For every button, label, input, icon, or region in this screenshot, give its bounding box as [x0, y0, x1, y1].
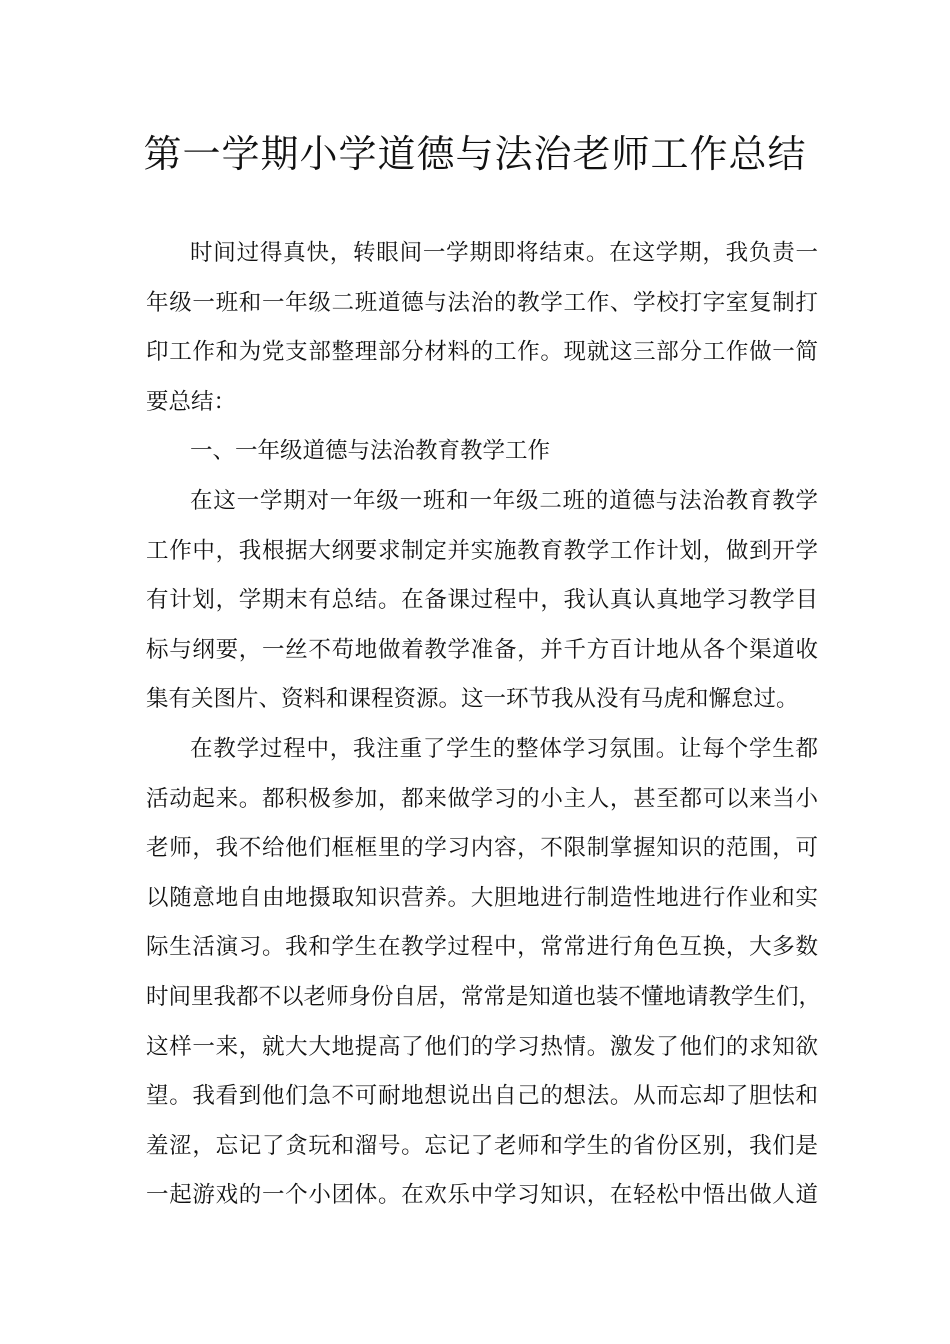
paragraph-line: 羞涩，忘记了贪玩和溜号。忘记了老师和学生的省份区别，我们是	[146, 1132, 818, 1159]
paragraph-line: 老师，我不给他们框框里的学习内容，不限制掌握知识的范围，可	[146, 835, 818, 862]
paragraph-line: 集有关图片、资料和课程资源。这一环节我从没有马虎和懈怠过。	[146, 686, 799, 713]
paragraph-line: 在这一学期对一年级一班和一年级二班的道德与法治教育教学	[190, 487, 818, 514]
document-title: 第一学期小学道德与法治老师工作总结	[143, 132, 807, 176]
paragraph-line: 际生活演习。我和学生在教学过程中，常常进行角色互换，大多数	[146, 934, 818, 961]
document-body	[146, 229, 822, 1221]
paragraph-line: 望。我看到他们急不可耐地想说出自己的想法。从而忘却了胆怯和	[146, 1083, 818, 1110]
paragraph-line: 时间里我都不以老师身份自居，常常是知道也装不懂地请教学生们，	[146, 983, 822, 1010]
paragraph-line: 标与纲要，一丝不苟地做着教学准备，并千方百计地从各个渠道收	[146, 636, 818, 663]
paragraph-line: 活动起来。都积极参加，都来做学习的小主人，甚至都可以来当小	[146, 785, 818, 812]
paragraph-line: 这样一来，就大大地提高了他们的学习热情。激发了他们的求知欲	[146, 1033, 818, 1060]
paragraph-line: 要总结：	[146, 388, 237, 415]
paragraph-line: 一起游戏的一个小团体。在欢乐中学习知识，在轻松中悟出做人道	[146, 1182, 818, 1209]
paragraph-line: 在教学过程中，我注重了学生的整体学习氛围。让每个学生都	[190, 735, 818, 762]
paragraph-line: 有计划，学期末有总结。在备课过程中，我认真认真地学习教学目	[146, 587, 818, 614]
section-heading: 一、一年级道德与法治教育教学工作	[190, 438, 551, 465]
paragraph-line: 印工作和为党支部整理部分材料的工作。现就这三部分工作做一简	[146, 339, 818, 366]
paragraph-line: 年级一班和一年级二班道德与法治的教学工作、学校打字室复制打	[146, 289, 818, 316]
paragraph-line: 工作中，我根据大纲要求制定并实施教育教学工作计划，做到开学	[146, 537, 818, 564]
paragraph-line: 时间过得真快，转眼间一学期即将结束。在这学期，我负责一	[190, 240, 818, 266]
paragraph-line: 以随意地自由地摄取知识营养。大胆地进行制造性地进行作业和实	[146, 884, 818, 911]
